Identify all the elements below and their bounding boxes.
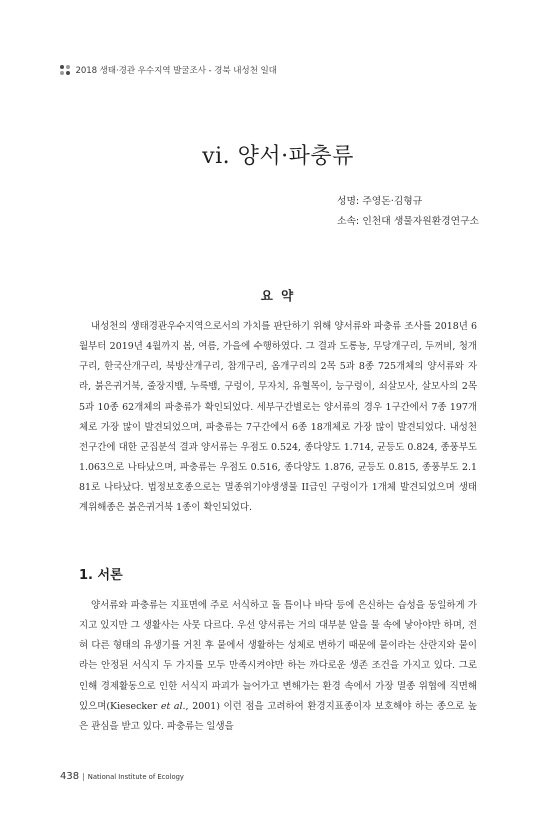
footer-institution: National Institute of Ecology: [87, 773, 184, 781]
summary-heading: 요 약: [260, 288, 296, 303]
footer-separator: |: [82, 772, 85, 781]
running-title: 2018 생태·경관 우수지역 발굴조사 - 경북 내성천 일대: [75, 66, 277, 76]
section-heading: 1. 서론: [79, 568, 123, 583]
intro-paragraph: [79, 596, 477, 737]
intro-text-part2: , 2001) 이런 점을 고려하여 환경지표종이자 보호해야 하는 종으로 높은 관심을 받고 있다. 파충류는 일생을: [79, 700, 477, 732]
author-block: [337, 192, 479, 232]
page-number: 438: [60, 771, 80, 782]
page-footer: [60, 771, 184, 782]
intro-text-italic: et al.: [160, 700, 186, 712]
summary-paragraph: [79, 317, 477, 519]
header-dots-icon: [60, 65, 70, 75]
intro-text-part1: 양서류와 파충류는 지표면에 주로 서식하고 돌 틈이나 바닥 등에 은신하는 습성을 동일하게 가지고 있지만 그 생활사는 사뭇 다르다. 우선 양서류는 거의 대부분 알을 물 속에 낳아야만 하며, 전혀 다른 형태의 유생기를 거친 후 뭍에서 생활하는 성체로 변하기 때문에 뭍이라는 산란지와 뭍이라는 안정된 서식지 두 가지를 모두 만족시켜야만 하는 까다로운 생존 조건을 가지고 있다. 그로 인해 경제활동으로 인한 서식지 파괴가 늘어가고 변해가는 환경 속에서 가장 멸종 위협에 직면해 있으며(Kiesecker: [79, 600, 477, 712]
author-affiliation: 소속: 인천대 생물자원환경연구소: [337, 216, 480, 227]
author-names: 성명: 주영돈·김형규: [337, 196, 423, 207]
running-header: [60, 64, 277, 76]
chapter-title: vi. 양서·파충류: [202, 144, 354, 169]
summary-text: 내성천의 생태경관우수지역으로서의 가치를 판단하기 위해 양서류와 파충류 조사를 2018년 6월부터 2019년 4월까지 봄, 여름, 가을에 수행하였다. 그 결과 도롱뇽, 무당개구리, 두꺼비, 청개구리, 한국산개구리, 북방산개구리, 참개구리, 옴개구리의 2목 5과 8종 725개체의 양서류와 자라, 붉은귀거북, 줄장지뱀, 누룩뱀, 구렁이, 무자치, 유혈목이, 능구렁이, 쇠살모사, 살모사의 2목 5과 10종 62개체의 파충류가 확인되었다. 세부구간별로는 양서류의 경우 1구간에서 7종 197개체로 가장 많이 발견되었으며, 파충류는 7구간에서 6종 18개체로 가장 많이 발견되었다. 내성천 전구간에 대한 군집분석 결과 양서류는 우점도 0.524, 종다양도 1.714, 균등도 0.824, 종풍부도 1.063으로 나타났으며, 파충류는 우점도 0.516, 종다양도 1.876, 균등도 0.815, 종풍부도 2.181로 나타났다. 법정보호종으로는 멸종위기야생생물 II급인 구렁이가 1개체 발견되었으며 생태계위해종은 붉은귀거북 1종이 확인되었다.: [79, 321, 477, 514]
